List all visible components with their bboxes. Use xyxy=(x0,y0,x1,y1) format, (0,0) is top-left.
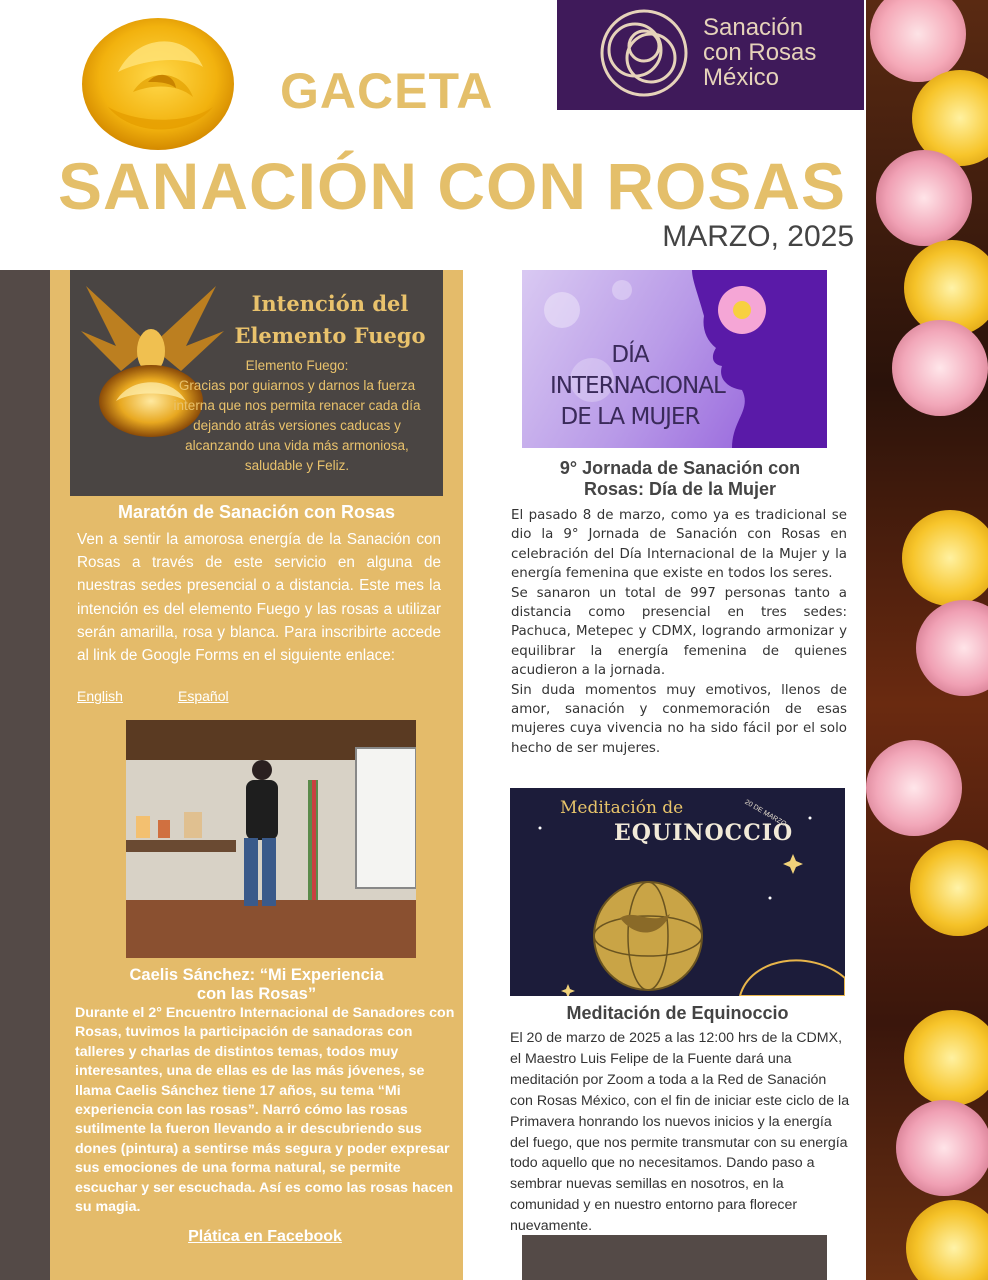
equinoccio-image-line-1: Meditación de xyxy=(560,798,684,818)
caelis-title-line-2: con las Rosas” xyxy=(196,985,317,1003)
jornada-mujer-body xyxy=(511,506,847,758)
left-margin-bar xyxy=(0,270,50,1280)
caelis-heading xyxy=(50,966,463,1004)
caelis-title-line-1: Caelis Sánchez: “Mi Experiencia xyxy=(129,966,384,984)
brand-line-2: con Rosas xyxy=(703,39,817,66)
pink-rose-icon xyxy=(916,600,988,696)
jornada-paragraph: Sin duda momentos muy emotivos, llenos de amor, sanación y conmemoración de esas mujeres cuya vivencia no ha sido fácil por el solo hecho de ser mujeres. xyxy=(511,682,847,756)
fuego-intention-card xyxy=(70,270,443,496)
jornada-title-line-2: Rosas: Día de la Mujer xyxy=(583,479,777,499)
jornada-paragraph: El pasado 8 de marzo, como ya es tradicional se dio la 9° Jornada de Sanación con Rosas en celebración del Día Internacional de la Mujer y la energía femenina que existe en todos los seres. xyxy=(511,508,847,582)
facebook-talk-link[interactable]: Plática en Facebook xyxy=(188,1228,342,1245)
fuego-text-line: interna que nos permita renacer cada día xyxy=(173,398,421,413)
brand-logo xyxy=(557,0,864,110)
brand-line-3: México xyxy=(703,64,780,91)
maraton-body: Ven a sentir la amorosa energía de la Sanación con Rosas a través de este servicio en alguna de nuestras sedes presencial o a distancia. Este mes la intención es del elemento Fuego y las rosas a utilizar serán amarilla, rosa y blanca. Para inscribirte accede al link de Google Forms en el siguiente enlace: xyxy=(77,531,441,665)
page-title: SANACIÓN CON ROSAS xyxy=(57,149,847,223)
bottom-dark-bar xyxy=(522,1235,827,1280)
english-link[interactable]: English xyxy=(77,688,123,704)
brand-circles-icon xyxy=(597,6,691,100)
yellow-rose-icon xyxy=(902,510,988,606)
fuego-text-line: dejando atrás versiones caducas y xyxy=(193,418,401,433)
pink-rose-icon xyxy=(866,740,962,836)
maraton-heading: Maratón de Sanación con Rosas xyxy=(117,502,396,522)
dia-mujer-line-2: INTERNACIONAL xyxy=(550,373,725,399)
fuego-card-text xyxy=(152,356,442,476)
equinoccio-image-date: 20 DE MARZO xyxy=(743,798,788,829)
equinoccio-body: El 20 de marzo de 2025 a las 12:00 hrs de la CDMX, el Maestro Luis Felipe de la Fuente dará una meditación por Zoom a toda a la Red de Sanación con Rosas México, con el fin de iniciar este ciclo de la Primavera honrando los nuevos inicios y la energía del fuego, que nos permite transmutar con su energía todo aquello que no necesitamos. Dando paso a sembrar nuevas semillas en nosotros, en la comunidad y en nuestro entorno para florecer nuevamente. xyxy=(510,1030,850,1235)
fuego-text-line: Elemento Fuego: xyxy=(245,358,349,373)
jornada-mujer-heading xyxy=(510,458,850,500)
equinoccio-image xyxy=(510,788,845,996)
yellow-rose-icon xyxy=(904,1010,988,1106)
dia-mujer-line-1: DÍA xyxy=(611,342,649,368)
dia-mujer-image xyxy=(522,270,827,448)
yellow-rose-icon xyxy=(78,12,238,162)
pink-rose-icon xyxy=(876,150,972,246)
dia-mujer-image-text xyxy=(550,340,725,433)
fuego-card-title xyxy=(220,288,440,352)
espanol-link[interactable]: Español xyxy=(178,688,229,704)
decorative-rose-border xyxy=(866,0,988,1280)
fuego-title-line-2: Elemento Fuego xyxy=(234,323,426,348)
fuego-text-line: Gracias por guiarnos y darnos la fuerza xyxy=(178,378,416,393)
left-column xyxy=(50,270,463,1280)
fuego-text-line: alcanzando una vida más armoniosa, xyxy=(185,438,409,453)
fuego-text-line: saludable y Feliz. xyxy=(244,458,350,473)
pink-rose-icon xyxy=(896,1100,988,1196)
yellow-rose-icon xyxy=(906,1200,988,1280)
gaceta-label: GACETA xyxy=(280,63,494,119)
equinoccio-heading: Meditación de Equinoccio xyxy=(566,1003,789,1023)
fuego-title-line-1: Intención del xyxy=(251,291,409,316)
brand-name xyxy=(703,15,816,90)
pink-rose-icon xyxy=(892,320,988,416)
yellow-rose-icon xyxy=(910,840,988,936)
jornada-paragraph: Se sanaron un total de 997 personas tanto a distancia como presencial en tres sedes: Pachuca, Metepec y CDMX, logrando armonizar y equilibrar la energía femenina de quienes acudieron a la jornada. xyxy=(511,585,847,679)
issue-date: MARZO, 2025 xyxy=(662,220,854,253)
caelis-body: Durante el 2° Encuentro Internacional de Sanadores con Rosas, tuvimos la participación de sanadoras con talleres y charlas de distintos temas, todos muy interesantes, una de ellas es de las más jóvenes, se llama Caelis Sánchez tiene 17 años, su tema “Mi experiencia con las rosas”. Narró cómo las rosas sutilmente la fueron llevando a ir descubriendo sus dones (pintura) a sentirse más segura y poder expresar sus emociones de una forma natural, se permite escuchar y ser escuchada. Así es como las rosas hacen su magia. xyxy=(75,1005,455,1216)
dia-mujer-line-3: DE LA MUJER xyxy=(560,404,700,430)
jornada-title-line-1: 9° Jornada de Sanación con xyxy=(559,458,801,478)
equinoccio-image-line-2: EQUINOCCIO xyxy=(614,820,794,846)
caelis-presentation-photo xyxy=(126,720,416,958)
brand-line-1: Sanación xyxy=(703,14,804,41)
